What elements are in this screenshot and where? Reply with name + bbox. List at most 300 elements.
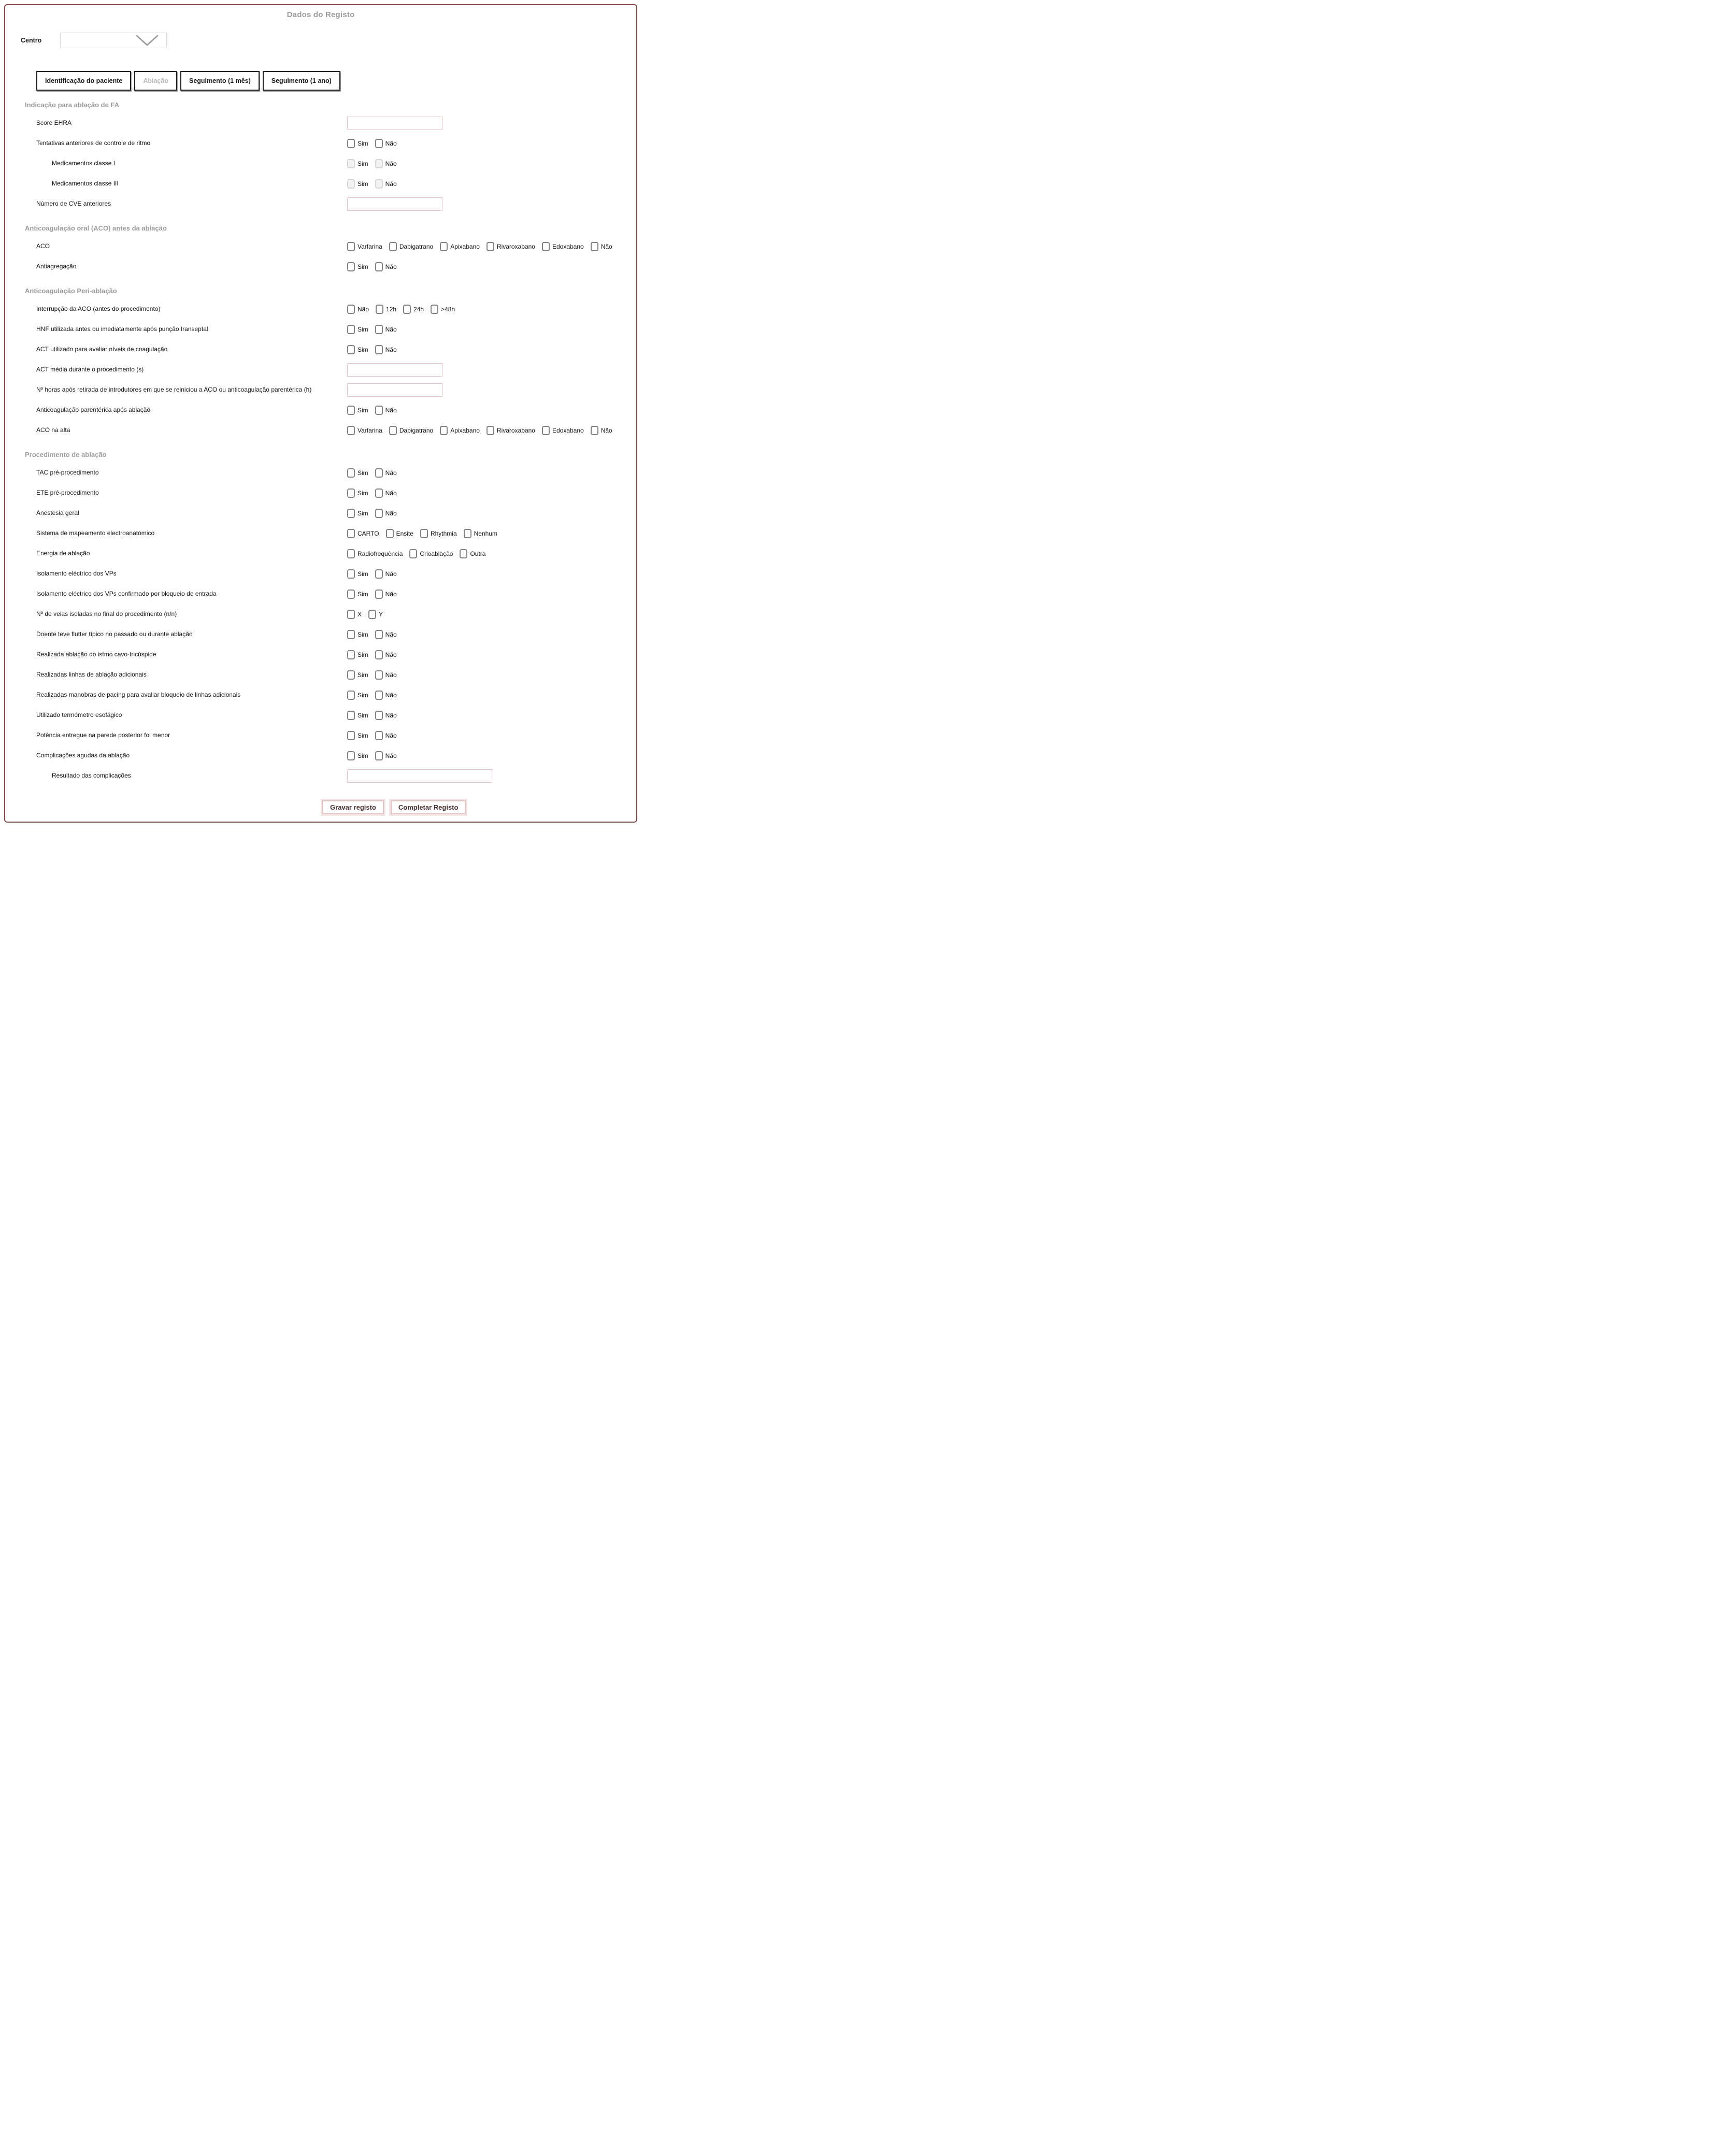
checkbox-label: Nenhum [474, 529, 497, 537]
checkbox-label: Sim [357, 691, 368, 699]
checkbox-label: Não [385, 406, 397, 414]
tab-ablacao: Ablação [134, 71, 177, 91]
checkbox-option[interactable] [440, 242, 480, 251]
checkbox-label: Sim [357, 570, 368, 578]
checkbox[interactable] [375, 406, 383, 415]
checkbox-label: 24h [413, 305, 424, 313]
field-label: Anestesia geral [36, 509, 79, 516]
checkbox-label: Radiofrequência [357, 550, 403, 557]
checkbox-option[interactable] [460, 549, 485, 558]
form-row [5, 113, 636, 133]
checkbox-label: Sim [357, 160, 368, 167]
field-control [347, 159, 404, 168]
field-control [347, 325, 404, 334]
checkbox[interactable] [375, 590, 383, 599]
checkbox[interactable] [347, 691, 355, 700]
tab-seguimento-1-ano[interactable]: Seguimento (1 ano) [263, 71, 340, 91]
checkbox-label: Não [385, 691, 397, 699]
checkbox-label: Não [385, 489, 397, 497]
field-control [347, 670, 404, 680]
checkbox-option[interactable] [464, 529, 497, 538]
field-label: Medicamentos classe I [52, 159, 116, 167]
field-label: ETE pré-procedimento [36, 488, 99, 496]
form-row [5, 174, 636, 194]
checkbox-option[interactable] [347, 406, 368, 415]
checkbox-option [375, 179, 397, 189]
checkbox[interactable] [375, 468, 383, 478]
field-control [347, 569, 404, 579]
checkbox-option [375, 159, 397, 168]
checkbox-option[interactable] [347, 262, 368, 271]
checkbox[interactable] [347, 468, 355, 478]
checkbox [347, 179, 355, 189]
checkbox-label: Não [385, 590, 397, 598]
checkbox[interactable] [375, 569, 383, 579]
checkbox[interactable] [464, 529, 471, 538]
checkbox[interactable] [375, 345, 383, 354]
field-control [347, 117, 442, 130]
form-row [5, 564, 636, 584]
checkbox[interactable] [347, 670, 355, 680]
chevron-down-icon [135, 35, 159, 46]
checkbox-label: Não [385, 139, 397, 147]
checkbox-label: Rhythmia [430, 529, 457, 537]
checkbox-label: Sim [357, 630, 368, 638]
checkbox[interactable] [347, 509, 355, 518]
checkbox-label: Não [385, 346, 397, 353]
checkbox-label: CARTO [357, 529, 379, 537]
checkbox[interactable] [440, 242, 448, 251]
field-label: TAC pré-procedimento [36, 468, 99, 476]
field-label: Realizadas linhas de ablação adicionais [36, 670, 147, 678]
checkbox-option[interactable] [375, 262, 397, 271]
field-control [347, 345, 404, 354]
form-row [5, 339, 636, 360]
checkbox-option[interactable] [368, 610, 383, 619]
checkbox[interactable] [487, 242, 494, 251]
checkbox-option[interactable] [347, 468, 368, 478]
form-row [5, 319, 636, 339]
checkbox[interactable] [389, 242, 397, 251]
checkbox[interactable] [389, 426, 397, 435]
checkbox-option[interactable] [347, 426, 382, 435]
checkbox-option[interactable] [347, 345, 368, 354]
field-control [347, 650, 404, 659]
field-control [347, 751, 404, 760]
field-label: ACT utilizado para avaliar níveis de coagulação [36, 345, 168, 353]
checkbox-option[interactable] [347, 711, 368, 720]
checkbox[interactable] [375, 751, 383, 760]
checkbox[interactable] [440, 426, 448, 435]
checkbox-option[interactable] [375, 569, 397, 579]
checkbox[interactable] [542, 426, 550, 435]
field-control [347, 305, 462, 314]
checkbox-option[interactable] [347, 325, 368, 334]
checkbox-label: Sim [357, 346, 368, 353]
checkbox[interactable] [460, 549, 467, 558]
checkbox-label: Sim [357, 509, 368, 517]
checkbox-label: Não [385, 263, 397, 270]
checkbox[interactable] [403, 305, 411, 314]
field-control [347, 691, 404, 700]
checkbox-label: Não [385, 651, 397, 658]
field-control [347, 488, 404, 498]
checkbox-option[interactable] [347, 139, 368, 148]
field-control [347, 610, 390, 619]
checkbox[interactable] [375, 262, 383, 271]
checkbox-label: Edoxabano [552, 242, 584, 250]
field-label: Realizadas manobras de pacing para avaliar bloqueio de linhas adicionais [36, 691, 241, 698]
field-control [347, 383, 442, 397]
checkbox[interactable] [347, 426, 355, 435]
field-control [347, 509, 404, 518]
checkbox-label: Não [357, 305, 369, 313]
checkbox-label: Não [385, 570, 397, 578]
checkbox[interactable] [347, 549, 355, 558]
checkbox-option[interactable] [375, 406, 397, 415]
checkbox [347, 159, 355, 168]
field-label: Potência entregue na parede posterior foi menor [36, 731, 170, 739]
checkbox[interactable] [542, 242, 550, 251]
form-sections [5, 101, 636, 786]
form-row [5, 624, 636, 644]
field-label: Energia de ablação [36, 549, 90, 557]
checkbox[interactable] [347, 590, 355, 599]
form-row [5, 604, 636, 624]
checkbox[interactable] [409, 549, 417, 558]
checkbox[interactable] [347, 488, 355, 498]
field-control [347, 363, 442, 377]
checkbox-label: Não [385, 180, 397, 188]
checkbox-label: Sim [357, 469, 368, 477]
checkbox-option[interactable] [389, 242, 433, 251]
checkbox-option[interactable] [347, 751, 368, 760]
checkbox-option [347, 179, 368, 189]
checkbox-label: Não [385, 325, 397, 333]
tabs [36, 71, 636, 91]
centro-label: Centro [21, 37, 42, 44]
page-title: Dados do Registo [287, 10, 355, 19]
form-row [5, 360, 636, 380]
field-label: Medicamentos classe III [52, 179, 119, 187]
checkbox-label: Rivaroxabano [496, 426, 535, 434]
form-row [5, 766, 636, 786]
checkbox-option[interactable] [591, 426, 612, 435]
checkbox-label: Sim [357, 752, 368, 759]
checkbox[interactable] [375, 711, 383, 720]
checkbox[interactable] [375, 731, 383, 740]
form-row [5, 153, 636, 174]
checkbox[interactable] [591, 426, 598, 435]
checkbox[interactable] [375, 630, 383, 639]
field-label: Realizada ablação do istmo cavo-tricúspide [36, 650, 156, 658]
field-control [347, 529, 504, 538]
checkbox[interactable] [347, 305, 355, 314]
checkbox-label: Não [385, 752, 397, 759]
checkbox-label: Sim [357, 489, 368, 497]
form-page [4, 4, 637, 823]
checkbox-option[interactable] [386, 529, 413, 538]
form-row [5, 463, 636, 483]
checkbox[interactable] [375, 691, 383, 700]
checkbox-label: Não [600, 242, 612, 250]
field-control [347, 426, 619, 435]
checkbox-label: Outra [470, 550, 486, 557]
checkbox-option[interactable] [376, 305, 396, 314]
checkbox[interactable] [431, 305, 438, 314]
checkbox-label: Rivaroxabano [496, 242, 535, 250]
text-input[interactable] [347, 363, 442, 377]
checkbox-label: Sim [357, 671, 368, 679]
checkbox-option[interactable] [375, 139, 397, 148]
field-control [347, 590, 404, 599]
form-row [5, 725, 636, 745]
checkbox[interactable] [376, 305, 383, 314]
field-label: Isolamento eléctrico dos VPs [36, 569, 117, 577]
centro-select[interactable] [60, 33, 167, 48]
checkbox-option[interactable] [375, 468, 397, 478]
field-control [347, 731, 404, 740]
tab-identificacao-do-paciente[interactable]: Identificação do paciente [36, 71, 131, 91]
checkbox-label: Y [379, 610, 383, 618]
checkbox-option[interactable] [375, 488, 397, 498]
field-control [347, 630, 404, 639]
checkbox-label: Não [385, 469, 397, 477]
field-label: Nº de veias isoladas no final do procedimento (n/n) [36, 610, 177, 617]
checkbox[interactable] [347, 610, 355, 619]
checkbox-label: Apixabano [450, 242, 480, 250]
form-row [5, 380, 636, 400]
checkbox-option[interactable] [375, 509, 397, 518]
checkbox-option[interactable] [375, 325, 397, 334]
checkbox-label: Sim [357, 651, 368, 658]
checkbox-label: >48h [441, 305, 455, 313]
field-label: ACO na alta [36, 426, 70, 434]
checkbox-option[interactable] [542, 426, 584, 435]
checkbox [375, 179, 383, 189]
checkbox[interactable] [368, 610, 376, 619]
checkbox[interactable] [591, 242, 598, 251]
complete-record-button[interactable]: Completar Registo [391, 800, 466, 814]
section-heading: Anticoagulação oral (ACO) antes da ablação [25, 224, 167, 232]
checkbox-label: Não [385, 711, 397, 719]
field-label: Sistema de mapeamento electroanatómico [36, 529, 155, 537]
form-row [5, 194, 636, 214]
checkbox-label: Sim [357, 325, 368, 333]
checkbox-option[interactable] [403, 305, 424, 314]
text-input[interactable] [347, 383, 442, 397]
form-row [5, 543, 636, 564]
checkbox[interactable] [347, 262, 355, 271]
field-label: Anticoagulação parentérica após ablação [36, 406, 151, 413]
field-label: ACT média durante o procedimento (s) [36, 365, 144, 373]
checkbox-option[interactable] [542, 242, 584, 251]
checkbox[interactable] [347, 139, 355, 148]
checkbox-option[interactable] [409, 549, 453, 558]
checkbox-label: Crioablação [420, 550, 453, 557]
field-control [347, 769, 492, 783]
checkbox-label: Sim [357, 731, 368, 739]
checkbox-option[interactable] [347, 488, 368, 498]
field-control [347, 179, 404, 189]
field-label: Interrupção da ACO (antes do procedimento) [36, 305, 161, 312]
checkbox-option[interactable] [431, 305, 455, 314]
checkbox[interactable] [375, 650, 383, 659]
section-heading: Procedimento de ablação [25, 451, 107, 458]
field-label: Resultado das complicações [52, 771, 131, 779]
checkbox-option[interactable] [389, 426, 433, 435]
checkbox[interactable] [347, 325, 355, 334]
field-label: Complicações agudas da ablação [36, 751, 130, 759]
checkbox-label: Sim [357, 263, 368, 270]
checkbox[interactable] [375, 325, 383, 334]
field-label: Doente teve flutter típico no passado ou durante ablação [36, 630, 193, 638]
field-label: Score EHRA [36, 119, 72, 126]
checkbox-option[interactable] [591, 242, 612, 251]
checkbox[interactable] [347, 751, 355, 760]
checkbox-label: Sim [357, 406, 368, 414]
field-control [347, 242, 619, 251]
field-control [347, 549, 492, 558]
checkbox-option[interactable] [347, 650, 368, 659]
checkbox-label: Dabigatrano [399, 242, 434, 250]
form-row [5, 644, 636, 665]
field-control [347, 711, 404, 720]
field-control [347, 406, 404, 415]
checkbox-label: 12h [386, 305, 397, 313]
field-control [347, 262, 404, 271]
checkbox-option[interactable] [440, 426, 480, 435]
checkbox[interactable] [347, 731, 355, 740]
checkbox-option[interactable] [347, 670, 368, 680]
checkbox-option[interactable] [375, 751, 397, 760]
text-input[interactable] [347, 197, 442, 211]
checkbox-option[interactable] [347, 529, 379, 538]
field-label: Nº horas após retirada de introdutores em que se reiniciou a ACO ou anticoagulação parentérica (h) [36, 385, 312, 393]
checkbox-option [347, 159, 368, 168]
checkbox-option[interactable] [375, 630, 397, 639]
field-label: ACO [36, 242, 50, 250]
section-heading: Indicação para ablação de FA [25, 101, 120, 109]
checkbox-option[interactable] [375, 691, 397, 700]
checkbox-label: Dabigatrano [399, 426, 434, 434]
checkbox-option[interactable] [347, 242, 382, 251]
form-row [5, 483, 636, 503]
checkbox-label: Sim [357, 180, 368, 188]
checkbox-option[interactable] [487, 242, 535, 251]
form-row [5, 584, 636, 604]
field-label: HNF utilizada antes ou imediatamente após punção transeptal [36, 325, 208, 333]
field-control [347, 197, 442, 211]
checkbox[interactable] [347, 711, 355, 720]
checkbox[interactable] [347, 569, 355, 579]
form-row [5, 236, 636, 256]
checkbox[interactable] [386, 529, 394, 538]
form-row [5, 523, 636, 543]
checkbox-option[interactable] [347, 590, 368, 599]
field-label: Isolamento eléctrico dos VPs confirmado por bloqueio de entrada [36, 590, 217, 597]
checkbox-label: Não [385, 160, 397, 167]
form-row [5, 133, 636, 153]
checkbox[interactable] [347, 529, 355, 538]
checkbox-option[interactable] [347, 630, 368, 639]
field-label: Tentativas anteriores de controle de ritmo [36, 139, 151, 147]
field-control [347, 468, 404, 478]
form-row [5, 705, 636, 725]
checkbox-option[interactable] [375, 345, 397, 354]
tab-seguimento-1-mes[interactable]: Seguimento (1 mês) [180, 71, 260, 91]
checkbox-label: Não [385, 509, 397, 517]
checkbox[interactable] [347, 345, 355, 354]
checkbox-label: Não [385, 630, 397, 638]
form-row [5, 256, 636, 277]
checkbox-label: Varfarina [357, 242, 382, 250]
field-label: Antiagregação [36, 262, 77, 270]
checkbox-option[interactable] [375, 650, 397, 659]
field-label: Número de CVE anteriores [36, 199, 111, 207]
save-record-button[interactable]: Gravar registo [322, 800, 384, 814]
checkbox [375, 159, 383, 168]
checkbox-label: Sim [357, 139, 368, 147]
checkbox[interactable] [375, 139, 383, 148]
checkbox-label: X [357, 610, 362, 618]
checkbox-label: Varfarina [357, 426, 382, 434]
centro-row [21, 33, 636, 48]
checkbox-option[interactable] [347, 731, 368, 740]
form-row [5, 299, 636, 319]
checkbox[interactable] [487, 426, 494, 435]
form-row [5, 420, 636, 440]
field-label: Utilizado termómetro esofágico [36, 711, 122, 718]
checkbox-label: Não [385, 671, 397, 679]
section-heading: Anticoagulação Peri-ablação [25, 287, 117, 295]
checkbox[interactable] [347, 630, 355, 639]
checkbox-option[interactable] [375, 711, 397, 720]
checkbox-option[interactable] [487, 426, 535, 435]
checkbox-option[interactable] [420, 529, 457, 538]
checkbox[interactable] [347, 242, 355, 251]
checkbox-option[interactable] [347, 549, 403, 558]
checkbox[interactable] [347, 650, 355, 659]
checkbox-option[interactable] [375, 731, 397, 740]
field-control [347, 139, 404, 148]
text-input[interactable] [347, 769, 492, 783]
checkbox-label: Não [600, 426, 612, 434]
checkbox-label: Ensite [396, 529, 413, 537]
checkbox-option[interactable] [347, 691, 368, 700]
checkbox-label: Sim [357, 711, 368, 719]
form-row [5, 665, 636, 685]
checkbox-option[interactable] [347, 509, 368, 518]
checkbox-option[interactable] [347, 305, 369, 314]
checkbox[interactable] [375, 488, 383, 498]
checkbox[interactable] [375, 509, 383, 518]
checkbox-label: Apixabano [450, 426, 480, 434]
checkbox-option[interactable] [375, 590, 397, 599]
checkbox-label: Sim [357, 590, 368, 598]
checkbox-option[interactable] [347, 610, 362, 619]
checkbox[interactable] [375, 670, 383, 680]
form-row [5, 685, 636, 705]
checkbox[interactable] [420, 529, 428, 538]
checkbox[interactable] [347, 406, 355, 415]
text-input[interactable] [347, 117, 442, 130]
footer-buttons [322, 800, 636, 814]
form-row [5, 400, 636, 420]
checkbox-option[interactable] [347, 569, 368, 579]
checkbox-option[interactable] [375, 670, 397, 680]
checkbox-label: Edoxabano [552, 426, 584, 434]
